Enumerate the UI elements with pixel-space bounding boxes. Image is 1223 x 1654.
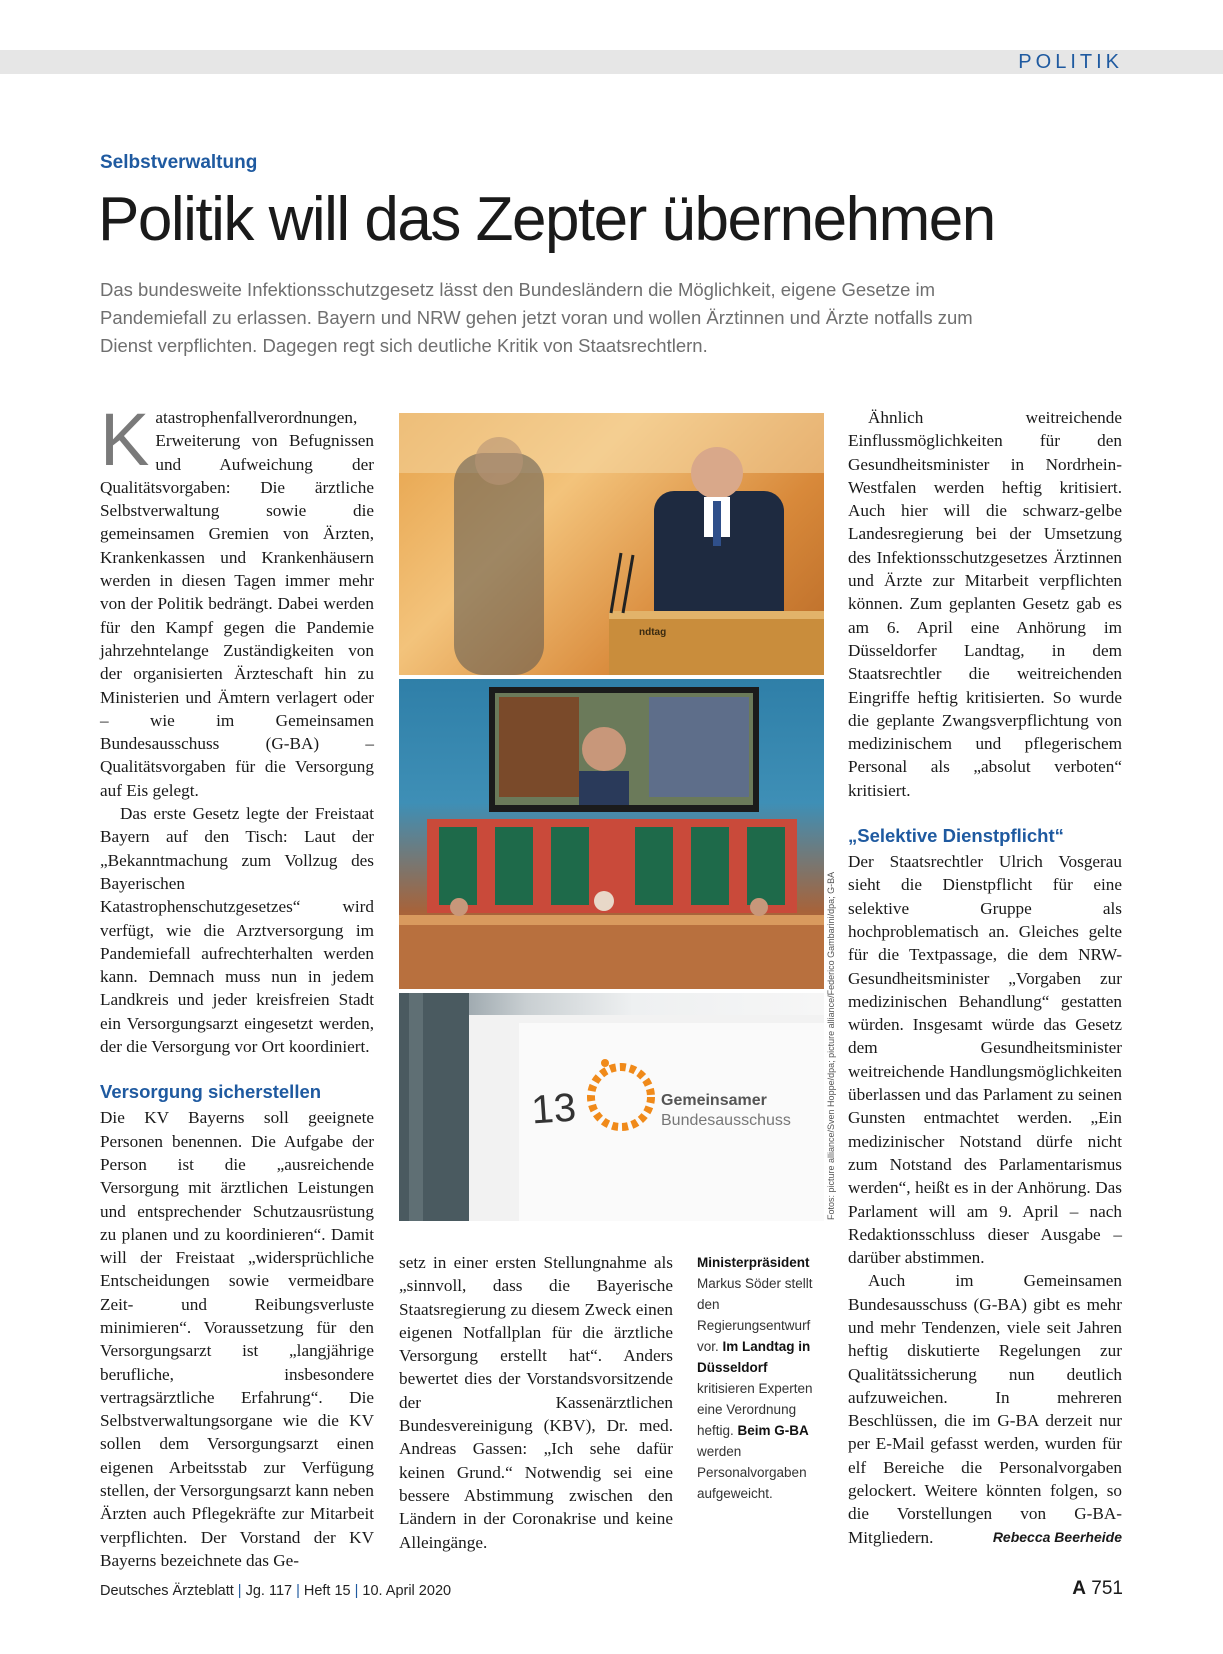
journal-name: Deutsches Ärzteblatt — [100, 1583, 234, 1599]
author-byline: Rebecca Beerheide — [992, 1528, 1122, 1545]
footer-separator: | — [354, 1583, 359, 1599]
photo-illustration — [399, 993, 824, 1221]
podium-text: ndtag — [639, 627, 667, 638]
article-kicker: Selbstverwaltung — [100, 152, 258, 173]
text-column-3 — [848, 406, 1122, 1549]
journal-issue: Heft 15 — [303, 1583, 351, 1599]
journal-date: 10. April 2020 — [362, 1583, 452, 1599]
paragraph: Das erste Gesetz legte der Freistaat Bayern auf den Tisch: Laut der „Bekanntmachung zum Vollzug des Bayerischen Katastrophenschutzgesetzes“ wird verfügt, wie die Arztversorgung im Pandemiefall aufrechterhalten werden kann. Demnach muss nun in jedem Landkreis und jeder kreisfreien Stadt ein Versorgungsarzt eingesetzt werden, der die Versorgung vor Ort koordiniert. — [100, 804, 374, 1057]
article-headline: Politik will das Zepter übernehmen — [98, 185, 995, 254]
text-column-1 — [100, 398, 374, 1572]
paragraph: atastrophenfallverordnungen, Erweiterung von Befugnissen und Aufweichung der Qualitätsvorgaben: Die ärztliche Selbstverwaltung sowie die gemeinsamen Gremien von Ärzten, Krankenkassen und Krankenhäusern werden in diesen Tagen immer mehr von der Politik bedrängt. Dabei werden für den Kampf gegen die Pandemie jahrzehntelange Zuständigkeiten von der organisierten Ärzteschaft hin zu Ministerien und Ämtern verlagert oder – wie im Gemeinsamen Bundesausschuss (G-BA) – Qualitätsvorgaben für die Versorgung auf Eis gelegt. — [100, 408, 374, 800]
photo-credit: Fotos: picture alliance/Sven Hoppe/dpa; picture alliance/Federico Gambarini/dpa; G-BA — [826, 871, 836, 1220]
paragraph: Ähnlich weitreichende Einflussmöglichkeiten für den Gesundheitsminister in Nordrhein-Westfalen werden heftig kritisiert. Auch hier will die schwarz-gelbe Landesregierung bei der Umsetzung des Infektionsschutzgesetzes Ärztinnen und Ärzte zur Mitarbeit verpflichten können. Zum geplanten Gesetz gab es am 6. April eine Anhörung im Düsseldorfer Landtag, in dem Staatsrechtler die weitreichenden Eingriffe heftig kritisierten. So wurde die geplante Zwangsverpflichtung von medizinischem und pflegerischem Personal als „absolut verboten“ kritisiert. — [848, 408, 1122, 800]
photo-soeder-podium — [399, 413, 824, 675]
photo-landtag-session — [399, 679, 824, 989]
page-value: 751 — [1091, 1578, 1123, 1599]
photo-stack — [399, 413, 824, 1221]
paragraph-text: Auch im Gemeinsamen Bundesausschuss (G-BA) gibt es mehr und mehr Tendenzen, viele seit Jahren heftig diskutierte Regelungen zur Qualitätssicherung nun deutlich aufzuweichen. In mehreren Beschlüssen, die im G-BA derzeit nur per E-Mail gefasst werden, wurden für elf Bereiche die Personalvorgaben gelockert. Weitere könnten folgen, so die Vorstellungen von G-BA-Mitgliedern. — [848, 1271, 1122, 1547]
article-lead: Das bundesweite Infektionsschutzgesetz lässt den Bundesländern die Möglichkeit, eigene Gesetze im Pandemiefall zu erlassen. Bayern und NRW gehen jetzt voran und wollen Ärztinnen und Ärzte notfalls zum Dienst verpflichten. Dagegen regt sich deutliche Kritik von Staatsrechtlern. — [100, 279, 973, 356]
caption-bold: Im Landtag in Düsseldorf — [697, 1339, 811, 1375]
caption-bold: Ministerpräsident — [697, 1255, 810, 1270]
subheading: Versorgung sicherstellen — [100, 1081, 322, 1103]
building-number: 13 — [529, 1085, 578, 1133]
section-label: POLITIK — [1018, 51, 1123, 73]
page-number — [1072, 1578, 1123, 1600]
page-footer — [100, 1583, 451, 1599]
paragraph — [848, 1269, 1122, 1549]
paragraph: setz in einer ersten Stellungnahme als „sinnvoll, dass die Bayerische Staatsregierung zu diesem Zweck einen eigenen Notfallplan für die ärztliche Versorgung erstellt hat“. Anders bewertet dies der Vorstandsvorsitzende der Kassenärztlichen Bundesvereinigung (KBV), Dr. med. Andreas Gassen: „Ich sehe dafür keinen Grund.“ Notwendig sei eine bessere Abstimmung zwischen den Ländern in der Coronakrise und keine Alleingänge. — [399, 1253, 673, 1552]
caption-text: werden Personalvorgaben aufgeweicht. — [697, 1444, 807, 1501]
paragraph: Die KV Bayerns soll geeignete Personen benennen. Die Aufgabe der Person ist die „ausreichende Versorgung mit ärztlichen Leistungen und entsprechender Schutzausrüstung zu planen und zu koordinieren“. Damit will der Freistaat „widersprüchliche Entscheidungen sowie vermeidbare Zeit- und Reibungsverluste minimieren“. Voraussetzung für den Versorgungsarzt ist „langjährige berufliche, insbesondere vertragsärztliche Erfahrung“. Die Selbstverwaltungsorgane wie die KV sollen dem Versorgungsarzt einen eigenen Arbeitsstab zur Verfügung stellen, der Versorgungsarzt kann neben Ärzten auch Pflegekräfte zur Mitarbeit verpflichten. Der Vorstand der KV Bayerns bezeichnete das Ge- — [100, 1108, 374, 1570]
photo-illustration — [399, 413, 824, 675]
photo-gba-building — [399, 993, 824, 1221]
subheading: „Selektive Dienstpflicht“ — [848, 825, 1064, 847]
footer-separator: | — [296, 1583, 300, 1599]
text-column-2 — [399, 1251, 673, 1554]
journal-volume: Jg. 117 — [245, 1583, 293, 1599]
photo-caption — [697, 1252, 827, 1504]
photo-illustration — [399, 679, 824, 989]
footer-separator: | — [237, 1583, 242, 1599]
drop-cap: K — [100, 398, 150, 481]
logo-line-1: Gemeinsamer — [661, 1092, 767, 1109]
logo-line-2: Bundesausschuss — [661, 1112, 791, 1129]
caption-text: kritisieren Experten eine Verordnung heftig. — [697, 1381, 813, 1438]
page-prefix: A — [1072, 1578, 1087, 1599]
caption-text: Markus Söder stellt den Regierungsentwurf vor. — [697, 1276, 813, 1354]
paragraph: Der Staatsrechtler Ulrich Vosgerau sieht die Dienstpflicht für eine selektive Gruppe als hochproblematisch an. Gleiches gelte für die Textpassage, die dem NRW-Gesundheitsminister „Vorgaben zur medizinischen Behandlung“ gestatten würden. Insgesamt würde das Gesetz dem Gesundheitsminister weitreichende Handlungsmöglichkeiten überlassen und das Parlament zu seinen Gunsten entmachtet werden. „Ein medizinischer Notstand dürfe nicht zum Notstand des Parlamentarismus werden“, heißt es in der Anhörung. Das Parlament will am 9. April – nach Redaktionsschluss dieser Ausgabe – darüber abstimmen. — [848, 852, 1122, 1268]
caption-bold: Beim G-BA — [737, 1423, 809, 1438]
